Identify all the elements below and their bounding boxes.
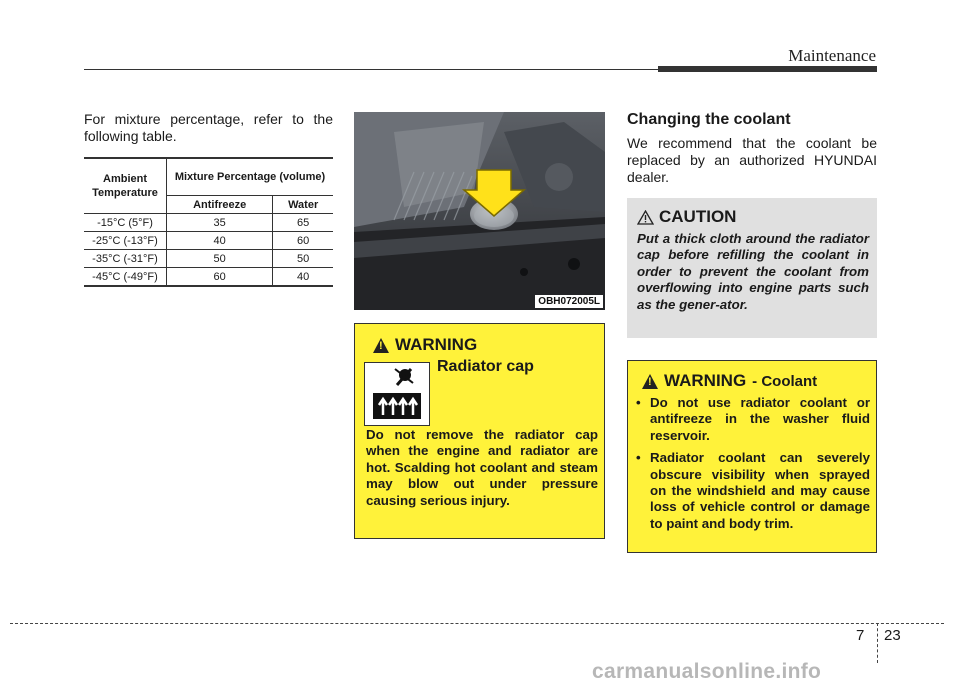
warning-icon bbox=[642, 374, 658, 389]
caution-icon bbox=[637, 210, 654, 225]
warning-body: Do not remove the radiator cap when the engine and radiator are hot. Scalding hot coolant and steam may blow out under pressure causing serious injury. bbox=[366, 427, 598, 508]
warning-radiator-cap bbox=[354, 323, 605, 539]
warning-title: WARNING bbox=[395, 335, 478, 354]
table-row bbox=[84, 268, 333, 287]
table-row bbox=[84, 214, 333, 232]
warning-title-suffix: - Coolant bbox=[752, 372, 818, 390]
table-cell: 60 bbox=[167, 268, 273, 287]
footer-divider bbox=[877, 623, 878, 663]
col-header-ambient: Ambient Temperature bbox=[84, 158, 167, 214]
caution-body: Put a thick cloth around the radiator cap before refilling the coolant in order to prevent the coolant from overflowing into engine parts such as the gener-ator. bbox=[637, 231, 869, 312]
section-title: Maintenance bbox=[788, 46, 876, 65]
hot-coolant-icon bbox=[364, 362, 430, 426]
warning-heading bbox=[373, 335, 477, 355]
header-rule bbox=[84, 69, 658, 70]
page-number: 23 bbox=[884, 627, 901, 644]
table-cell: 35 bbox=[167, 214, 273, 232]
footer-rule bbox=[10, 623, 944, 624]
table-cell: 50 bbox=[273, 250, 333, 268]
chapter-number: 7 bbox=[856, 627, 865, 644]
warning-list bbox=[636, 395, 870, 538]
section-heading: Changing the coolant bbox=[627, 111, 791, 128]
col-header-mixture: Mixture Percentage (volume) bbox=[167, 158, 334, 196]
table-cell: 50 bbox=[167, 250, 273, 268]
caution-heading bbox=[637, 207, 736, 227]
table-cell: -25°C (-13°F) bbox=[84, 232, 167, 250]
warning-heading bbox=[642, 371, 817, 391]
table-cell: -45°C (-49°F) bbox=[84, 268, 167, 287]
photo-label: OBH072005L bbox=[535, 295, 603, 308]
engine-bay-photo bbox=[354, 112, 605, 310]
watermark: carmanualsonline.info bbox=[592, 660, 822, 683]
mixture-table bbox=[84, 157, 333, 287]
table-cell: -15°C (5°F) bbox=[84, 214, 167, 232]
warning-coolant bbox=[627, 360, 877, 553]
caution-box bbox=[627, 198, 877, 338]
section-paragraph: We recommend that the coolant be replaced by an authorized HYUNDAI dealer. bbox=[627, 135, 877, 185]
warning-subtitle: Radiator cap bbox=[437, 358, 534, 375]
table-cell: 40 bbox=[167, 232, 273, 250]
engine-bay-illustration bbox=[354, 112, 605, 310]
list-item: • Do not use radiator coolant or antifreeze in the washer fluid reservoir. bbox=[636, 395, 870, 444]
table-cell: 60 bbox=[273, 232, 333, 250]
intro-text: For mixture percentage, refer to the following table. bbox=[84, 111, 333, 144]
header-rule-thick bbox=[658, 66, 877, 72]
table-row bbox=[84, 250, 333, 268]
caution-title: CAUTION bbox=[659, 207, 737, 226]
warning-title: WARNING bbox=[664, 371, 747, 390]
warning-icon bbox=[373, 338, 389, 353]
table-cell: 65 bbox=[273, 214, 333, 232]
table-cell: -35°C (-31°F) bbox=[84, 250, 167, 268]
col-header-antifreeze: Antifreeze bbox=[167, 196, 273, 214]
table-cell: 40 bbox=[273, 268, 333, 287]
list-item: • Radiator coolant can severely obscure visibility when sprayed on the windshield and may cause loss of vehicle control or damage to paint and body trim. bbox=[636, 450, 870, 532]
table-row bbox=[84, 232, 333, 250]
col-header-water: Water bbox=[273, 196, 333, 214]
